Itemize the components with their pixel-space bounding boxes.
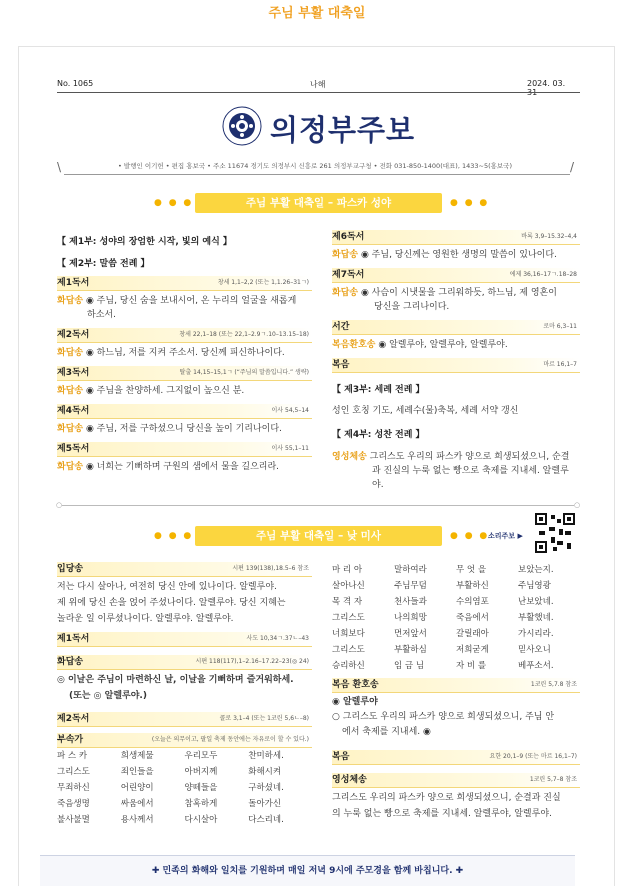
section-rule xyxy=(62,505,574,506)
entrance-line: 제 위에 당신 손을 얹어 주셨나이다. 알렐루야. 당신 지혜는 xyxy=(57,598,286,608)
issue-date: 2024. 03. xyxy=(527,79,566,88)
sequence-verse: 너희보다 xyxy=(332,629,365,639)
reading-header xyxy=(57,366,312,381)
sequence-verse: 믿사오니 xyxy=(518,645,551,655)
sequence-verse: 싸움에서 xyxy=(120,799,154,809)
reading-header xyxy=(332,230,580,245)
reading-ref: 이사 54,5–14 xyxy=(271,407,309,414)
psalm-label: 화답송 xyxy=(332,250,359,260)
vigil-right-column xyxy=(332,230,580,495)
reading-header xyxy=(57,276,312,291)
sequence-verse: 그리스도 xyxy=(332,645,365,655)
qr-code-icon[interactable] xyxy=(535,513,575,553)
psalm-line xyxy=(332,245,580,265)
sequence-verse: 화해시켜 xyxy=(248,767,282,777)
communion-line: 그리스도 우리의 파스카 양으로 희생되셨으니, 순결과 진실 xyxy=(332,793,561,803)
psalm-label: 화답송 xyxy=(57,424,84,434)
psalm-line xyxy=(57,381,312,401)
reading-title: 화답송 xyxy=(57,657,84,667)
sequence-verse: 임 금 님 xyxy=(394,661,425,671)
reading-ref: 1코린 5,7–8 참조 xyxy=(529,776,577,783)
header-rule xyxy=(57,92,580,93)
reading-header xyxy=(332,320,580,335)
reading-ref: 사도 10,34ㄱ.37ㄴ–43 xyxy=(246,635,309,642)
reading-header xyxy=(57,632,312,647)
reading-ref: 창세 22,1–18 (또는 22,1–2.9ㄱ.10–13.15–18) xyxy=(179,331,309,338)
communion-text-cont: 과 진실의 누룩 없는 빵으로 축제를 지내세. 알렐루야. xyxy=(372,466,569,490)
sequence-verse: 용사께서 xyxy=(120,815,154,825)
psalm-label: 화답송 xyxy=(57,296,84,306)
bulletin-title: 의정부주보 xyxy=(270,113,416,147)
reading-ref: 콜로 3,1–4 (또는 1코린 5,6ㄴ–8) xyxy=(219,715,309,722)
reading-title: 제4독서 xyxy=(57,406,90,416)
sequence-verse: 부활하심 xyxy=(394,645,427,655)
part4-title: 【 제4부: 성찬 전례 】 xyxy=(332,430,425,440)
entrance-text xyxy=(57,577,312,629)
sequence-verse: 희생제물 xyxy=(120,751,154,761)
day-left-column xyxy=(57,562,312,828)
sequence-verse: 승리하신 xyxy=(332,661,365,671)
entrance-line: 저는 다시 살아나, 여전히 당신 안에 있나이다. 알렐루야. xyxy=(57,582,277,592)
psalm-line xyxy=(57,457,312,477)
psalm-line xyxy=(57,419,312,439)
reading-ref: (오늘은 의무이고, 팔일 축제 동안에는 자유로이 할 수 있다.) xyxy=(151,736,309,743)
reading-title: 복음 xyxy=(332,752,350,762)
psalm-label: 화답송 xyxy=(57,348,84,358)
reading-title: 제7독서 xyxy=(332,270,365,280)
reading-header xyxy=(57,562,312,577)
sequence-verse: 나의희망 xyxy=(394,613,427,623)
psalm-text-cont: 당신을 그리나이다. xyxy=(374,302,450,312)
psalm-line: ◎ 이날은 주님이 마련하신 날, 이날을 기뻐하며 즐거워하세. xyxy=(57,675,294,685)
psalm-line xyxy=(57,291,312,325)
reading-ref: 1코린 5,7.8 참조 xyxy=(530,681,577,688)
day-mass-banner: 주님 부활 대축일 – 낮 미사 xyxy=(195,526,442,546)
liturgical-year: 나해 xyxy=(310,80,326,89)
reading-title: 부속가 xyxy=(57,735,84,745)
page-heading: 주님 부활 대축일 xyxy=(268,6,366,21)
reading-ref: 이사 55,1–11 xyxy=(271,445,309,452)
sequence-verse: 그리스도 xyxy=(332,613,365,623)
sequence-verse: 자 비 를 xyxy=(456,661,487,671)
psalm-text: ◉ 주님, 저를 구하셨으니 당신을 높이 기리나이다. xyxy=(85,424,282,434)
sequence-verse: 돌아가신 xyxy=(248,799,282,809)
psalm-line xyxy=(57,343,312,363)
reading-header xyxy=(57,404,312,419)
psalm-text: ◉ 주님, 당신께는 영원한 생명의 말씀이 있나이다. xyxy=(360,250,557,260)
sequence-verse: 보았는지. xyxy=(518,565,554,575)
acclamation-line: 에서 축제를 지내세. ◉ xyxy=(342,727,431,737)
reading-ref: 요한 20,1–9 (또는 마르 16,1–7) xyxy=(489,753,577,760)
part1-title: 【 제1부: 성야의 장엄한 시작, 빛의 예식 】 xyxy=(57,237,232,247)
reading-title: 서간 xyxy=(332,322,350,332)
acclamation-line xyxy=(332,335,580,355)
psalm-text: ◉ 너희는 기뻐하며 구원의 샘에서 물을 길으리라. xyxy=(85,462,280,472)
sequence-verse: 다스리네. xyxy=(248,815,284,825)
reading-header xyxy=(332,750,580,765)
sequence-verse: 부활하신 xyxy=(456,581,489,591)
psalm-text: ◉ 주님, 당신 숨을 보내시어, 온 누리의 얼굴을 새롭게 xyxy=(85,296,297,306)
sequence-verse: 천사들과 xyxy=(394,597,427,607)
psalm-label: 화답송 xyxy=(57,462,84,472)
reading-title: 제3독서 xyxy=(57,368,90,378)
reading-header xyxy=(57,655,312,670)
sequence-verse: 죄인들을 xyxy=(120,767,154,777)
reading-ref: 로마 6,3–11 xyxy=(543,323,577,330)
psalm-text-cont: 하소서. xyxy=(87,310,116,320)
sequence-verse: 다시살아 xyxy=(184,815,218,825)
part2-title: 【 제2부: 말씀 전례 】 xyxy=(57,259,150,269)
part3-title: 【 제3부: 세례 전례 】 xyxy=(332,385,425,395)
reading-ref: 탈출 14,15–15,1ㄱ (“주님의 말씀입니다.” 생략) xyxy=(179,369,309,376)
reading-ref: 창세 1,1–2,2 (또는 1,1.26–31ㄱ) xyxy=(217,279,309,286)
psalm-text: ◉ 사슴이 시냇물을 그리워하듯, 하느님, 제 영혼이 xyxy=(360,288,557,298)
reading-header xyxy=(332,358,580,373)
reading-header xyxy=(332,268,580,283)
sequence-verse: 무죄하신 xyxy=(57,783,90,793)
reading-title: 제1독서 xyxy=(57,278,90,288)
sequence-verse: 가시리라. xyxy=(518,629,554,639)
banner-dots: ● ● ● xyxy=(154,198,194,208)
reading-title: 제2독서 xyxy=(57,714,90,724)
diocese-logo-icon xyxy=(222,106,262,146)
psalm-response xyxy=(57,670,312,706)
reading-title: 영성체송 xyxy=(332,775,367,785)
divider-slash: \ xyxy=(57,160,62,174)
publisher-line: • 발행인 이기헌 • 편집 홍보국 • 주소 11674 경기도 의정부시 신흥로 261 의정부교구청 • 전화 031-850-1400(대표), 1433~5(홍보국) xyxy=(118,162,512,170)
sequence-verse: 부활했네. xyxy=(518,613,554,623)
psalm-label: 화답송 xyxy=(332,288,359,298)
sequence-verse: 아버지께 xyxy=(184,767,218,777)
reading-ref: 시편 118(117),1–2.16–17.22–23(◎ 24) xyxy=(195,658,309,665)
sequence-verse: 무 엇 을 xyxy=(456,565,487,575)
prayer-footer: ✚ 민족의 화해와 일치를 기원하며 매일 저녁 9시에 주모경을 함께 바칩니다. ✚ xyxy=(40,855,575,886)
vigil-banner: 주님 부활 대축일 – 파스카 성야 xyxy=(195,193,442,213)
sequence-grid xyxy=(57,748,312,828)
reading-header xyxy=(57,733,312,748)
reading-title: 제5독서 xyxy=(57,444,90,454)
reading-ref: 바록 3,9–15.32–4,4 xyxy=(521,233,577,240)
acclamation-line: ◉ 알렐루야 xyxy=(332,697,378,707)
psalm-text: ◉ 주님을 찬양하세. 그지없이 높으신 분. xyxy=(85,386,245,396)
sequence-verse: 참혹하게 xyxy=(184,799,218,809)
psalm-label: 화답송 xyxy=(57,386,84,396)
sound-bulletin-link[interactable]: 소리주보 ▶ xyxy=(488,532,523,540)
reading-ref: 에제 36,16–17ㄱ.18–28 xyxy=(509,271,577,278)
sequence-verse: 목 격 자 xyxy=(332,597,363,607)
reading-header xyxy=(57,442,312,457)
acclamation-text: ◉ 알렐루야, 알렐루야, 알렐루야. xyxy=(378,340,508,350)
acclamation-line: ○ 그리스도 우리의 파스카 양으로 희생되셨으니, 주님 안 xyxy=(332,712,555,722)
divider-node: ○ xyxy=(574,501,581,509)
entrance-line: 놀라운 일 이루셨나이다. 알렐루야. 알렐루야. xyxy=(57,614,234,624)
sequence-verse: 마 리 아 xyxy=(332,565,363,575)
reading-header xyxy=(57,328,312,343)
publisher-rule xyxy=(64,174,570,175)
sequence-verse: 먼저앞서 xyxy=(394,629,427,639)
reading-title: 제1독서 xyxy=(57,634,90,644)
sequence-verse: 죽음에서 xyxy=(456,613,489,623)
sequence-verse: 난보았네. xyxy=(518,597,554,607)
reading-header xyxy=(332,678,580,693)
reading-title: 제2독서 xyxy=(57,330,90,340)
sequence-verse: 주님영광 xyxy=(518,581,551,591)
communion-line: 의 누룩 없는 빵으로 축제를 지내세. 알렐루야, 알렐루야. xyxy=(332,809,552,819)
acclamation-label: 복음환호송 xyxy=(332,340,376,350)
issue-header xyxy=(57,79,577,91)
reading-title: 복음 환호송 xyxy=(332,680,379,690)
banner-dots: ● ● ● xyxy=(450,198,490,208)
reading-title: 입당송 xyxy=(57,564,84,574)
sequence-verse: 우리모두 xyxy=(184,751,218,761)
reading-title: 제6독서 xyxy=(332,232,365,242)
reading-header xyxy=(57,712,312,727)
banner-dots: ● ● ● xyxy=(154,531,194,541)
part3-text: 성인 호칭 기도, 세례수(물)축복, 세례 서약 갱신 xyxy=(332,406,519,416)
reading-ref: 마르 16,1–7 xyxy=(543,361,577,368)
acclamation-text xyxy=(332,693,580,742)
sequence-verse: 그리스도 xyxy=(57,767,90,777)
sequence-grid-continued xyxy=(332,562,580,674)
sequence-verse: 베푸소서. xyxy=(518,661,554,671)
sequence-verse: 불사불멸 xyxy=(57,815,90,825)
sequence-verse: 살아나신 xyxy=(332,581,365,591)
sequence-verse: 어린양이 xyxy=(120,783,154,793)
communion-text: 그리스도 우리의 파스카 양으로 희생되셨으니, 순결 xyxy=(369,452,570,462)
communion-line xyxy=(332,447,580,495)
communion-label: 영성체송 xyxy=(332,452,367,462)
reading-ref: 시편 139(138),18.5–6 참조 xyxy=(232,565,309,572)
reading-title: 복음 xyxy=(332,360,350,370)
vigil-left-column xyxy=(57,230,312,477)
psalm-line: (또는 ◎ 알렐루야.) xyxy=(69,691,147,701)
sequence-verse: 찬미하세. xyxy=(248,751,284,761)
sequence-verse: 양떼들을 xyxy=(184,783,218,793)
sequence-verse: 갈릴래아 xyxy=(456,629,489,639)
sequence-verse: 죽음생명 xyxy=(57,799,90,809)
issue-number: No. 1065 xyxy=(57,79,94,88)
psalm-line xyxy=(332,283,580,317)
psalm-text: ◉ 하느님, 저를 지켜 주소서. 당신께 피신하나이다. xyxy=(85,348,285,358)
day-right-column xyxy=(332,562,580,824)
sequence-verse: 구하셨네. xyxy=(248,783,284,793)
divider-node: ○ xyxy=(56,501,63,509)
divider-slash: / xyxy=(570,160,575,174)
sequence-verse: 수의염포 xyxy=(456,597,489,607)
reading-header xyxy=(332,773,580,788)
sequence-verse: 말하여라 xyxy=(394,565,427,575)
sequence-verse: 파 스 카 xyxy=(57,751,88,761)
banner-dots: ● ● ● xyxy=(450,531,490,541)
sequence-verse: 저희굳게 xyxy=(456,645,489,655)
sequence-verse: 주님무덤 xyxy=(394,581,427,591)
communion-text xyxy=(332,788,580,824)
